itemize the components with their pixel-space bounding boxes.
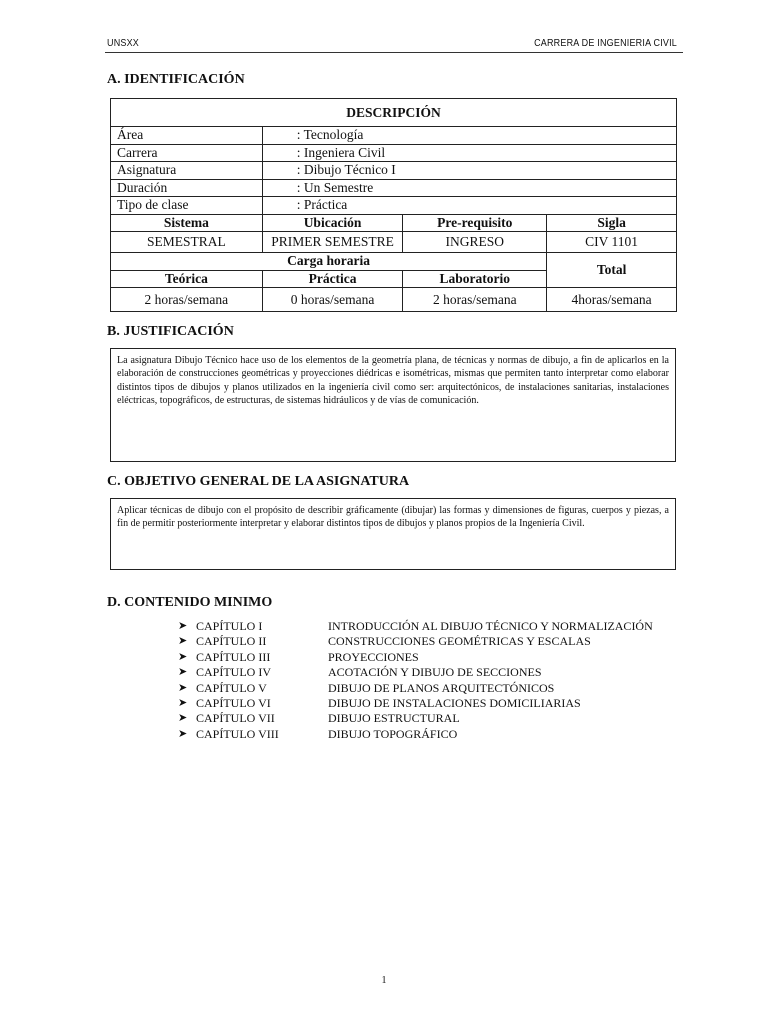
col-header-sigla: Sigla: [547, 214, 677, 232]
table-row: [111, 253, 677, 271]
section-c-title: C. OBJETIVO GENERAL DE LA ASIGNATURA: [107, 474, 410, 489]
hours-header-practica: Práctica: [262, 270, 403, 288]
value-prerequisito: INGRESO: [403, 232, 547, 253]
arrow-bullet-icon: ➤: [178, 620, 188, 632]
table-row: [111, 144, 677, 162]
value-sistema: SEMESTRAL: [111, 232, 263, 253]
carga-horaria-label: Carga horaria: [111, 253, 547, 271]
row-value: : Dibujo Técnico I: [262, 162, 676, 180]
arrow-bullet-icon: ➤: [178, 650, 188, 663]
table-row: [111, 179, 677, 197]
row-label: Duración: [111, 179, 263, 197]
header-career: CARRERA DE INGENIERIA CIVIL: [534, 37, 677, 49]
table-row: [111, 162, 677, 180]
chapter-title: DIBUJO ESTRUCTURAL: [328, 711, 460, 726]
section-b-title: B. JUSTIFICACIÓN: [107, 324, 234, 339]
hours-laboratorio: 2 horas/semana: [403, 288, 547, 312]
row-label: Carrera: [111, 144, 263, 162]
chapter-title: ACOTACIÓN Y DIBUJO DE SECCIONES: [328, 665, 542, 680]
arrow-bullet-icon: ➤: [178, 666, 188, 679]
chapter-title: CONSTRUCCIONES GEOMÉTRICAS Y ESCALAS: [328, 634, 591, 649]
chapter-number: CAPÍTULO I: [196, 619, 263, 633]
section-d-title: D. CONTENIDO MINIMO: [107, 595, 273, 610]
hours-teorica: 2 horas/semana: [111, 288, 263, 312]
row-value: : Práctica: [262, 197, 676, 215]
row-label: Tipo de clase: [111, 197, 263, 215]
chapter-title: DIBUJO DE PLANOS ARQUITECTÓNICOS: [328, 680, 555, 695]
table-row: [111, 288, 677, 312]
arrow-bullet-icon: ➤: [178, 727, 188, 740]
col-header-ubicacion: Ubicación: [262, 214, 403, 232]
row-label: Asignatura: [111, 162, 263, 180]
hours-practica: 0 horas/semana: [262, 288, 403, 312]
chapter-number: CAPÍTULO II: [196, 634, 267, 649]
justification-box: La asignatura Dibujo Técnico hace uso de los elementos de la geometría plana, de técnicas y normas de dibujo, a fin de aplicarlos en la elaboración de construcciones geométricas y proyecciones diédricas e isométricas, mismas que permiten tanto interpretar como elaborar distintos tipos de dibujos y planos utilizados en la ingeniería civil como ser: arquitectónicos, de instalaciones sanitarias, instalaciones eléctricas, topográficos, de estructuras, de sistemas hidráulicos y de vías de comunicación.: [110, 348, 676, 462]
table-heading: DESCRIPCIÓN: [111, 99, 677, 127]
chapter-number: CAPÍTULO VI: [196, 695, 271, 710]
row-value: : Un Semestre: [262, 179, 676, 197]
table-row: [111, 214, 677, 232]
table-row: [111, 197, 677, 215]
hours-header-teorica: Teórica: [111, 270, 263, 288]
row-value: : Ingeniera Civil: [262, 144, 676, 162]
col-header-sistema: Sistema: [111, 214, 263, 232]
chapter-number: CAPÍTULO VII: [196, 711, 275, 726]
row-value: : Tecnología: [262, 127, 676, 145]
col-header-prerequisito: Pre-requisito: [403, 214, 547, 232]
header-university: UNSXX: [107, 37, 140, 49]
chapter-number: CAPÍTULO III: [196, 649, 271, 664]
value-ubicacion: PRIMER SEMESTRE: [262, 232, 403, 253]
page-number: 1: [381, 975, 387, 986]
table-row: [111, 232, 677, 253]
row-label: Área: [111, 127, 263, 145]
arrow-bullet-icon: ➤: [178, 712, 188, 725]
header-divider: [105, 52, 683, 53]
objective-box: Aplicar técnicas de dibujo con el propósito de describir gráficamente (dibujar) las formas y dimensiones de figuras, cuerpos y piezas, a fin de permitir posteriormente interpretar y elaborar distintos tipos de dibujos y planos propios de la Ingeniería Civil.: [110, 498, 676, 570]
table-row: [111, 127, 677, 145]
section-a-title: A. IDENTIFICACIÓN: [107, 72, 245, 87]
identification-table: [110, 98, 677, 312]
chapter-number: CAPÍTULO V: [196, 680, 267, 695]
arrow-bullet-icon: ➤: [178, 696, 188, 709]
chapter-number: CAPÍTULO IV: [196, 665, 271, 680]
chapter-title: DIBUJO DE INSTALACIONES DOMICILIARIAS: [328, 695, 581, 710]
hours-total: 4horas/semana: [547, 288, 677, 312]
hours-header-laboratorio: Laboratorio: [403, 270, 547, 288]
page-header: [107, 37, 677, 52]
chapter-title: DIBUJO TOPOGRÁFICO: [328, 726, 458, 741]
value-sigla: CIV 1101: [547, 232, 677, 253]
arrow-bullet-icon: ➤: [178, 681, 188, 694]
chapter-number: CAPÍTULO VIII: [196, 726, 279, 741]
chapter-title: PROYECCIONES: [328, 649, 419, 664]
arrow-bullet-icon: ➤: [178, 635, 188, 648]
chapter-title: INTRODUCCIÓN AL DIBUJO TÉCNICO Y NORMALIZACIÓN: [328, 619, 653, 633]
total-label: Total: [547, 253, 677, 288]
